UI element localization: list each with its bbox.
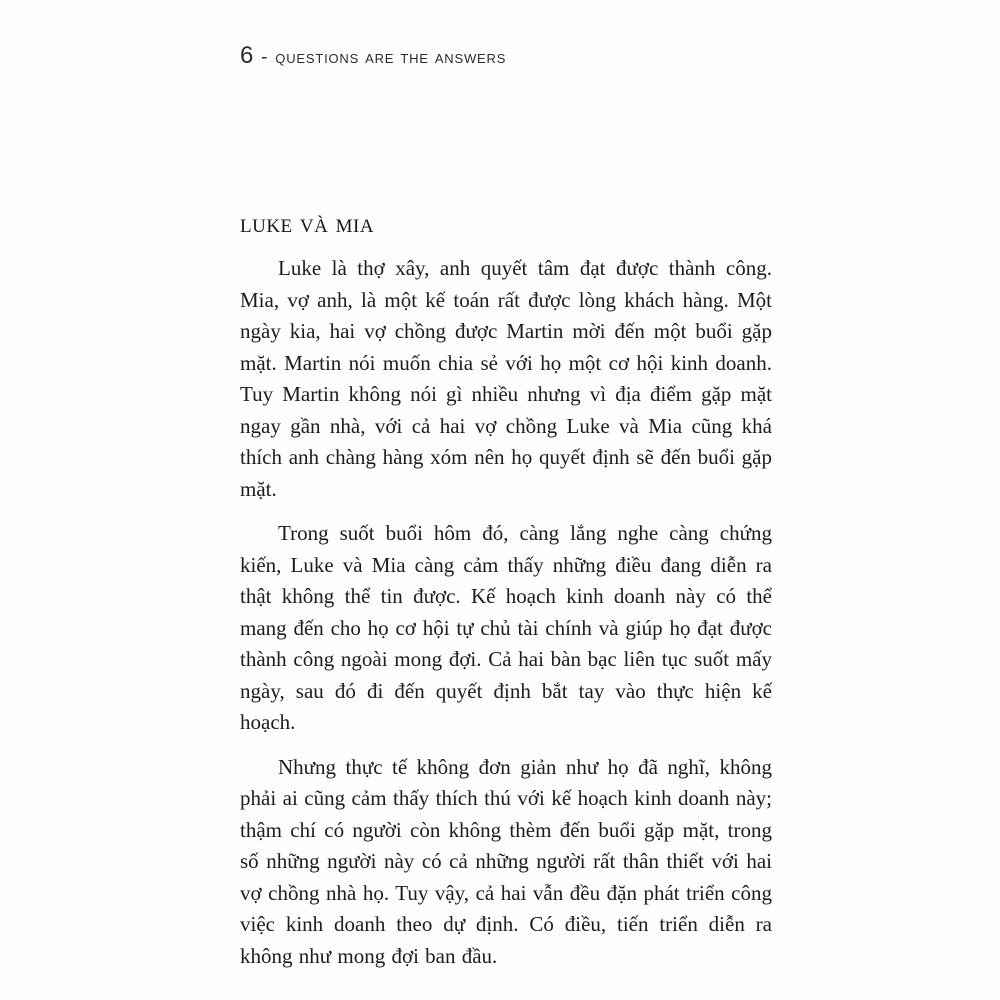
section-heading: luke và mia	[240, 208, 375, 238]
page-header	[240, 42, 506, 70]
body-text	[240, 253, 772, 972]
paragraph: Nhưng thực tế không đơn giản như họ đã nghĩ, không phải ai cũng cảm thấy thích thú với kế hoạch kinh doanh này; thậm chí có người còn không thèm đến buổi gặp mặt, trong số những người này có cả những người rất thân thiết với hai vợ chồng nhà họ. Tuy vậy, cả hai vẫn đều đặn phát triển công việc kinh doanh theo dự định. Có điều, tiến triển diễn ra không như mong đợi ban đầu.	[240, 754, 772, 968]
content-column	[240, 208, 772, 985]
header-separator: -	[261, 47, 269, 68]
paragraph: Luke là thợ xây, anh quyết tâm đạt được thành công. Mia, vợ anh, là một kế toán rất được lòng khách hàng. Một ngày kia, hai vợ chồng được Martin mời đến một buổi gặp mặt. Martin nói muốn chia sẻ với họ một cơ hội kinh doanh. Tuy Martin không nói gì nhiều nhưng vì địa điểm gặp mặt ngay gần nhà, với cả hai vợ chồng Luke và Mia cũng khá thích anh chàng hàng xóm nên họ quyết định sẽ đến buổi gặp mặt.	[240, 256, 772, 501]
paragraph: Trong suốt buổi hôm đó, càng lắng nghe càng chứng kiến, Luke và Mia càng cảm thấy những điều đang diễn ra thật không thể tin được. Kế hoạch kinh doanh này có thể mang đến cho họ cơ hội tự chủ tài chính và giúp họ đạt được thành công ngoài mong đợi. Cả hai bàn bạc liên tục suốt mấy ngày, sau đó đi đến quyết định bắt tay vào thực hiện kế hoạch.	[240, 521, 772, 734]
page-number: 6	[240, 42, 255, 69]
book-title: questions are the answers	[275, 47, 507, 68]
